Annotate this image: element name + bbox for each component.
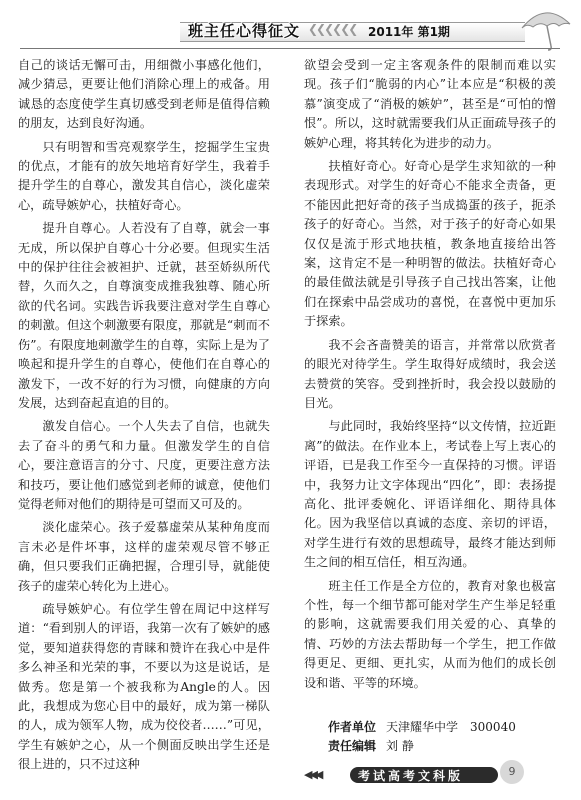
chevron-decoration-icon: ❮❮❮❮❮❮	[308, 22, 357, 36]
editor-name: 刘 静	[386, 739, 414, 753]
column-title: 班主任心得征文	[188, 22, 301, 40]
author-unit-label: 作者单位	[328, 720, 377, 734]
arrow-left-icon: ◀◀◀	[304, 768, 321, 781]
page-number: 9	[500, 760, 524, 784]
paragraph: 只有明智和雪亮观察学生，挖掘学生宝贵的优点，才能有的放矢地培育好学生，我着手提升学生的自尊心，激发其自信心，淡化虚荣心，疏导嫉妒心，扶植好奇心。	[18, 139, 270, 212]
publication-name: 考试高考文科版	[358, 769, 464, 783]
paragraph: 欲望会受到一定主客观条件的限制而难以实现。孩子们“脆弱的内心”让本应是“积极的羡慕”演变成了“消极的嫉妒”，甚至是“可怕的憎恨”。所以，这时就需要我们从正面疏导孩子的嫉妒心理，将其转化为进步的动力。	[304, 58, 556, 150]
page-header	[0, 0, 581, 46]
author-unit: 天津耀华中学	[386, 720, 459, 734]
paragraph: 疏导嫉妒心。有位学生曾在周记中这样写道：“看到别人的评语，我第一次有了嫉妒的感觉，要知道获得您的青睐和赞许在我心中是件多么神圣和光荣的事，不要以为这是说话，是做秀。您是第一个被我称为Angle的人。因此，我想成为您心目中的最好，成为第一梯队的人，成为领军人物，成为佼佼者……”可见，学生有嫉妒之心，从一个侧面反映出学生还是很上进的，只不过这种	[18, 601, 270, 772]
left-text-column	[18, 56, 270, 775]
issue-label: 2011年 第1期	[368, 25, 450, 39]
postcode: 300040	[470, 720, 516, 734]
author-unit-row	[328, 718, 568, 737]
paragraph: 与此同时，我始终坚持“以文传情，拉近距离”的做法。在作业本上，考试卷上写上衷心的评语，已是我工作至今一直保持的习惯。评语中，我努力让文字体现出“四化”，即：表扬提高化、批评委婉化、评语详细化、期待具体化。因为我坚信以真诚的态度、亲切的评语，对学生进行有效的思想疏导，最终才能达到师生之间的相互信任，相互沟通。	[304, 419, 556, 570]
paragraph: 我不会吝啬赞美的语言，并常常以欣赏者的眼光对待学生。学生取得好成绩时，我会送去赞赏的笑容。受到挫折时，我会投以鼓励的目光。	[304, 337, 556, 410]
umbrella-icon	[518, 2, 572, 52]
header-divider	[20, 48, 560, 49]
right-text-column	[304, 56, 556, 693]
author-info	[328, 718, 568, 756]
paragraph: 班主任工作是全方位的，教育对象也极富个性，每一个细节都可能对学生产生举足轻重的影响，这就需要我们用关爱的心、真挚的情、巧妙的方法去帮助每一个学生，把工作做得更足、更细、更扎实，从而为他们的成长创设和谐、平等的环境。	[304, 578, 556, 690]
paragraph: 提升自尊心。人若没有了自尊，就会一事无成，所以保护自尊心十分必要。但现实生活中的保护往往会被袒护、迁就，甚至娇纵所代替，久而久之，自尊演变成推我独尊、随心所欲的代名词。实践告诉我要注意对学生自尊心的刺激。但这个刺激要有限度，那就是“刺而不伤”。有限度地刺激学生的自尊，实际上是为了唤起和提升学生的自尊心，使他们在自尊心的激发下，一改不好的行为习惯，向健康的方向发展，达到奋起直追的目的。	[18, 221, 270, 410]
editor-label: 责任编辑	[328, 739, 377, 753]
paragraph: 激发自信心。一个人失去了自信，也就失去了奋斗的勇气和力量。但激发学生的自信心，要注意语言的分寸、尺度，更要注意方法和技巧，要让他们感觉到老师的诚意，使他们觉得老师对他们的期待是可望而又可及的。	[18, 419, 270, 511]
paragraph: 扶植好奇心。好奇心是学生求知欲的一种表现形式。对学生的好奇心不能求全责备，更不能因此把好奇的孩子当成捣蛋的孩子，扼杀孩子的好奇心。当然，对于孩子的好奇心如果仅仅是流于形式地扶植，教条地直接给出答案，这肯定不是一种明智的做法。扶植好奇心的最佳做法就是引导孩子自己找出答案，让他们在探索中品尝成功的喜悦，在喜悦中更加乐于探索。	[304, 159, 556, 329]
page-footer	[300, 766, 560, 786]
editor-row	[328, 737, 568, 756]
paragraph: 淡化虚荣心。孩子爱慕虚荣从某种角度而言未必是件坏事，这样的虚荣观尽管不够正确，但只要我们正确把握，合理引导，就能使孩子的虚荣心转化为上进心。	[18, 520, 270, 593]
paragraph: 自己的谈话无懈可击，用细微小事感化他们，减少猜忌，更要让他们消除心理上的戒备。用诚恳的态度使学生真切感受到老师是值得信赖的朋友，达到良好沟通。	[18, 58, 270, 131]
